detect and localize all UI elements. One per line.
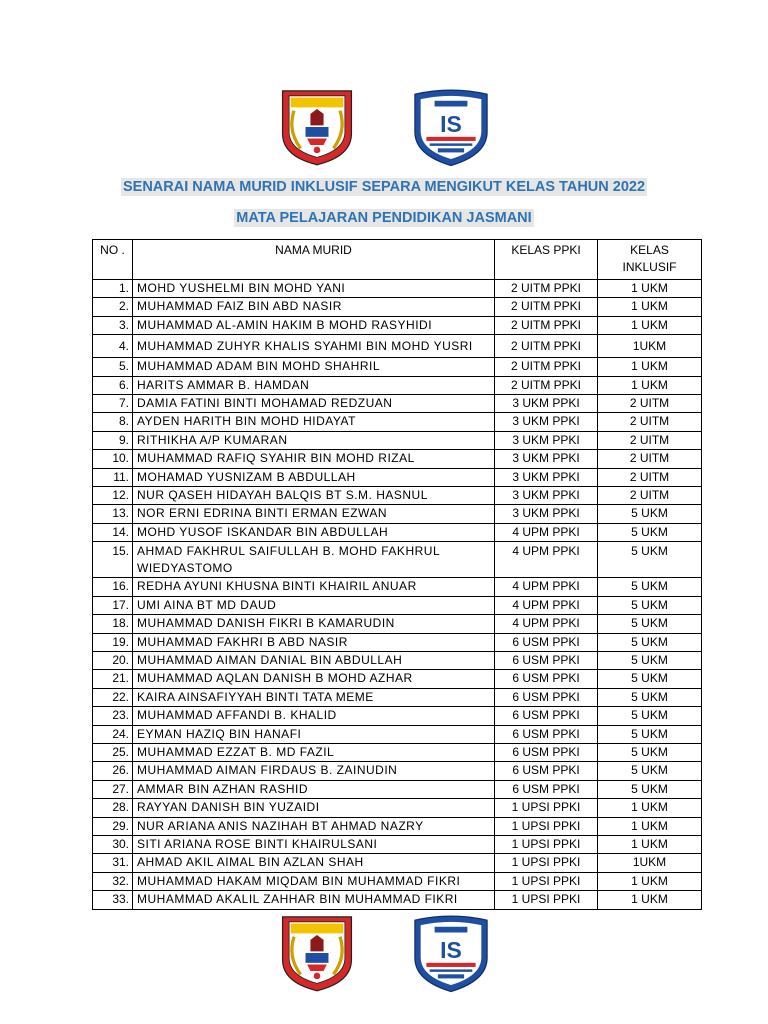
table-row [93,280,702,298]
row-name: AMMAR BIN AZHAN RASHID [133,780,495,798]
row-name: MUHAMMAD RAFIQ SYAHIR BIN MOHD RIZAL [133,450,495,468]
row-name: AYDEN HARITH BIN MOHD HIDAYAT [133,413,495,431]
row-no: 15. [93,542,133,578]
row-name: NUR ARIANA ANIS NAZIHAH BT AHMAD NAZRY [133,817,495,835]
row-no: 26. [93,762,133,780]
row-kelas-inklusif: 5 UKM [598,578,702,596]
row-no: 20. [93,651,133,669]
row-name: MOHAMAD YUSNIZAM B ABDULLAH [133,468,495,486]
row-name: MUHAMMAD AIMAN FIRDAUS B. ZAINUDIN [133,762,495,780]
row-no: 6. [93,376,133,394]
row-kelas-ppki: 6 USM PPKI [495,707,598,725]
row-name: KAIRA AINSAFIYYAH BINTI TATA MEME [133,688,495,706]
row-no: 8. [93,413,133,431]
row-kelas-inklusif: 5 UKM [598,542,702,578]
row-kelas-inklusif: 2 UITM [598,487,702,505]
row-no: 9. [93,431,133,449]
row-kelas-inklusif: 2 UITM [598,450,702,468]
row-kelas-inklusif: 2 UITM [598,468,702,486]
row-no: 13. [93,505,133,523]
table-row [93,578,702,596]
ppki-shield-icon [410,912,492,994]
row-kelas-ppki: 1 UPSI PPKI [495,835,598,853]
table-row [93,707,702,725]
table-row [93,743,702,761]
row-name: RITHIKHA A/P KUMARAN [133,431,495,449]
header-kelas-ppki: KELAS PPKI [495,240,598,280]
table-row [93,505,702,523]
row-no: 14. [93,523,133,541]
row-kelas-ppki: 6 USM PPKI [495,670,598,688]
row-kelas-ppki: 4 UPM PPKI [495,542,598,578]
header-no: NO . [93,240,133,280]
row-name: UMI AINA BT MD DAUD [133,596,495,614]
row-kelas-ppki: 3 UKM PPKI [495,395,598,413]
row-kelas-inklusif: 1 UKM [598,817,702,835]
row-kelas-inklusif: 1 UKM [598,298,702,316]
row-name: MUHAMMAD AQLAN DANISH B MOHD AZHAR [133,670,495,688]
row-name: MOHD YUSHELMI BIN MOHD YANI [133,280,495,298]
row-kelas-ppki: 6 USM PPKI [495,780,598,798]
row-kelas-ppki: 2 UITM PPKI [495,335,598,358]
row-name: MUHAMMAD AFFANDI B. KHALID [133,707,495,725]
row-kelas-ppki: 2 UITM PPKI [495,298,598,316]
row-kelas-ppki: 2 UITM PPKI [495,376,598,394]
row-kelas-ppki: 4 UPM PPKI [495,596,598,614]
table-row [93,799,702,817]
row-kelas-ppki: 2 UITM PPKI [495,280,598,298]
table-row [93,431,702,449]
row-kelas-inklusif: 5 UKM [598,762,702,780]
row-kelas-inklusif: 5 UKM [598,670,702,688]
row-name: MOHD YUSOF ISKANDAR BIN ABDULLAH [133,523,495,541]
row-no: 4. [93,335,133,358]
row-kelas-inklusif: 1 UKM [598,280,702,298]
row-name: SITI ARIANA ROSE BINTI KHAIRULSANI [133,835,495,853]
row-no: 31. [93,854,133,872]
table-row [93,835,702,853]
row-kelas-ppki: 1 UPSI PPKI [495,872,598,890]
row-no: 16. [93,578,133,596]
row-name: AHMAD AKIL AIMAL BIN AZLAN SHAH [133,854,495,872]
row-name: MUHAMMAD FAIZ BIN ABD NASIR [133,298,495,316]
row-no: 23. [93,707,133,725]
row-kelas-ppki: 6 USM PPKI [495,725,598,743]
row-no: 22. [93,688,133,706]
table-row [93,298,702,316]
row-kelas-ppki: 3 UKM PPKI [495,450,598,468]
row-kelas-inklusif: 2 UITM [598,413,702,431]
page-subtitle: MATA PELAJARAN PENDIDIKAN JASMANI [236,210,532,226]
row-kelas-inklusif: 5 UKM [598,725,702,743]
table-row [93,413,702,431]
table-row [93,633,702,651]
row-kelas-inklusif: 1 UKM [598,872,702,890]
table-row [93,596,702,614]
row-kelas-inklusif: 5 UKM [598,780,702,798]
row-kelas-inklusif: 5 UKM [598,633,702,651]
row-no: 17. [93,596,133,614]
row-no: 28. [93,799,133,817]
row-kelas-inklusif: 1UKM [598,335,702,358]
row-kelas-inklusif: 1 UKM [598,376,702,394]
row-kelas-inklusif: 1UKM [598,854,702,872]
row-kelas-ppki: 4 UPM PPKI [495,578,598,596]
table-row [93,780,702,798]
row-no: 27. [93,780,133,798]
table-row [93,542,702,578]
row-kelas-inklusif: 5 UKM [598,615,702,633]
row-kelas-ppki: 6 USM PPKI [495,633,598,651]
table-header-row [93,240,702,280]
row-kelas-ppki: 4 UPM PPKI [495,615,598,633]
row-kelas-ppki: 2 UITM PPKI [495,316,598,334]
table-row [93,487,702,505]
row-kelas-ppki: 3 UKM PPKI [495,487,598,505]
row-name: DAMIA FATINI BINTI MOHAMAD REDZUAN [133,395,495,413]
row-no: 7. [93,395,133,413]
table-row [93,358,702,376]
row-kelas-ppki: 1 UPSI PPKI [495,799,598,817]
table-row [93,395,702,413]
row-kelas-ppki: 1 UPSI PPKI [495,891,598,909]
row-name: MUHAMMAD ADAM BIN MOHD SHAHRIL [133,358,495,376]
row-name: RAYYAN DANISH BIN YUZAIDI [133,799,495,817]
header-kelas-inklusif: KELAS INKLUSIF [598,240,702,280]
svg-text:IS: IS [440,936,462,963]
header-logos [0,86,768,168]
row-no: 25. [93,743,133,761]
table-row [93,651,702,669]
row-kelas-ppki: 6 USM PPKI [495,688,598,706]
row-name: EYMAN HAZIQ BIN HANAFI [133,725,495,743]
row-kelas-inklusif: 1 UKM [598,358,702,376]
table-row [93,316,702,334]
row-kelas-inklusif: 5 UKM [598,688,702,706]
row-kelas-inklusif: 1 UKM [598,835,702,853]
row-name: MUHAMMAD EZZAT B. MD FAZIL [133,743,495,761]
row-kelas-inklusif: 5 UKM [598,596,702,614]
table-row [93,872,702,890]
table-row [93,523,702,541]
table-row [93,450,702,468]
row-no: 18. [93,615,133,633]
table-row [93,762,702,780]
row-name: MUHAMMAD AKALIL ZAHHAR BIN MUHAMMAD FIKRI [133,891,495,909]
row-no: 32. [93,872,133,890]
row-no: 12. [93,487,133,505]
row-kelas-ppki: 1 UPSI PPKI [495,854,598,872]
row-name: NOR ERNI EDRINA BINTI ERMAN EZWAN [133,505,495,523]
table-row [93,468,702,486]
row-kelas-ppki: 4 UPM PPKI [495,523,598,541]
svg-text:IS: IS [440,110,462,137]
row-kelas-inklusif: 2 UITM [598,431,702,449]
row-no: 21. [93,670,133,688]
row-name: MUHAMMAD AL-AMIN HAKIM B MOHD RASYHIDI [133,316,495,334]
row-kelas-inklusif: 2 UITM [598,395,702,413]
row-kelas-inklusif: 5 UKM [598,523,702,541]
table-row [93,725,702,743]
row-kelas-inklusif: 5 UKM [598,707,702,725]
row-kelas-ppki: 2 UITM PPKI [495,358,598,376]
footer-logos [0,912,768,994]
row-name: MUHAMMAD DANISH FIKRI B KAMARUDIN [133,615,495,633]
row-name: MUHAMMAD AIMAN DANIAL BIN ABDULLAH [133,651,495,669]
row-name: HARITS AMMAR B. HAMDAN [133,376,495,394]
row-no: 10. [93,450,133,468]
row-name: REDHA AYUNI KHUSNA BINTI KHAIRIL ANUAR [133,578,495,596]
row-kelas-ppki: 3 UKM PPKI [495,505,598,523]
row-name: MUHAMMAD ZUHYR KHALIS SYAHMI BIN MOHD YUSRI [133,335,495,358]
row-kelas-ppki: 3 UKM PPKI [495,468,598,486]
table-row [93,615,702,633]
header-name: NAMA MURID [133,240,495,280]
school-crest-icon [276,86,358,168]
table-row [93,891,702,909]
table-row [93,817,702,835]
row-no: 5. [93,358,133,376]
table-row [93,688,702,706]
row-no: 2. [93,298,133,316]
row-kelas-inklusif: 5 UKM [598,743,702,761]
row-kelas-inklusif: 5 UKM [598,651,702,669]
table-row [93,670,702,688]
page-title: SENARAI NAMA MURID INKLUSIF SEPARA MENGIKUT KELAS TAHUN 2022 [122,179,646,195]
row-kelas-ppki: 3 UKM PPKI [495,431,598,449]
row-name: NUR QASEH HIDAYAH BALQIS BT S.M. HASNUL [133,487,495,505]
row-kelas-ppki: 6 USM PPKI [495,743,598,761]
row-name: AHMAD FAKHRUL SAIFULLAH B. MOHD FAKHRUL WIEDYASTOMO [133,542,495,578]
row-kelas-inklusif: 1 UKM [598,799,702,817]
row-kelas-inklusif: 1 UKM [598,316,702,334]
table-row [93,376,702,394]
row-kelas-ppki: 3 UKM PPKI [495,413,598,431]
row-no: 29. [93,817,133,835]
row-kelas-ppki: 6 USM PPKI [495,651,598,669]
row-name: MUHAMMAD FAKHRI B ABD NASIR [133,633,495,651]
row-no: 3. [93,316,133,334]
row-no: 1. [93,280,133,298]
row-kelas-ppki: 1 UPSI PPKI [495,817,598,835]
ppki-shield-icon [410,86,492,168]
row-no: 19. [93,633,133,651]
row-no: 30. [93,835,133,853]
row-name: MUHAMMAD HAKAM MIQDAM BIN MUHAMMAD FIKRI [133,872,495,890]
table-row [93,854,702,872]
row-kelas-inklusif: 1 UKM [598,891,702,909]
table-row [93,335,702,358]
row-kelas-inklusif: 5 UKM [598,505,702,523]
student-table [92,239,702,910]
row-kelas-ppki: 6 USM PPKI [495,762,598,780]
row-no: 33. [93,891,133,909]
row-no: 11. [93,468,133,486]
school-crest-icon [276,912,358,994]
row-no: 24. [93,725,133,743]
